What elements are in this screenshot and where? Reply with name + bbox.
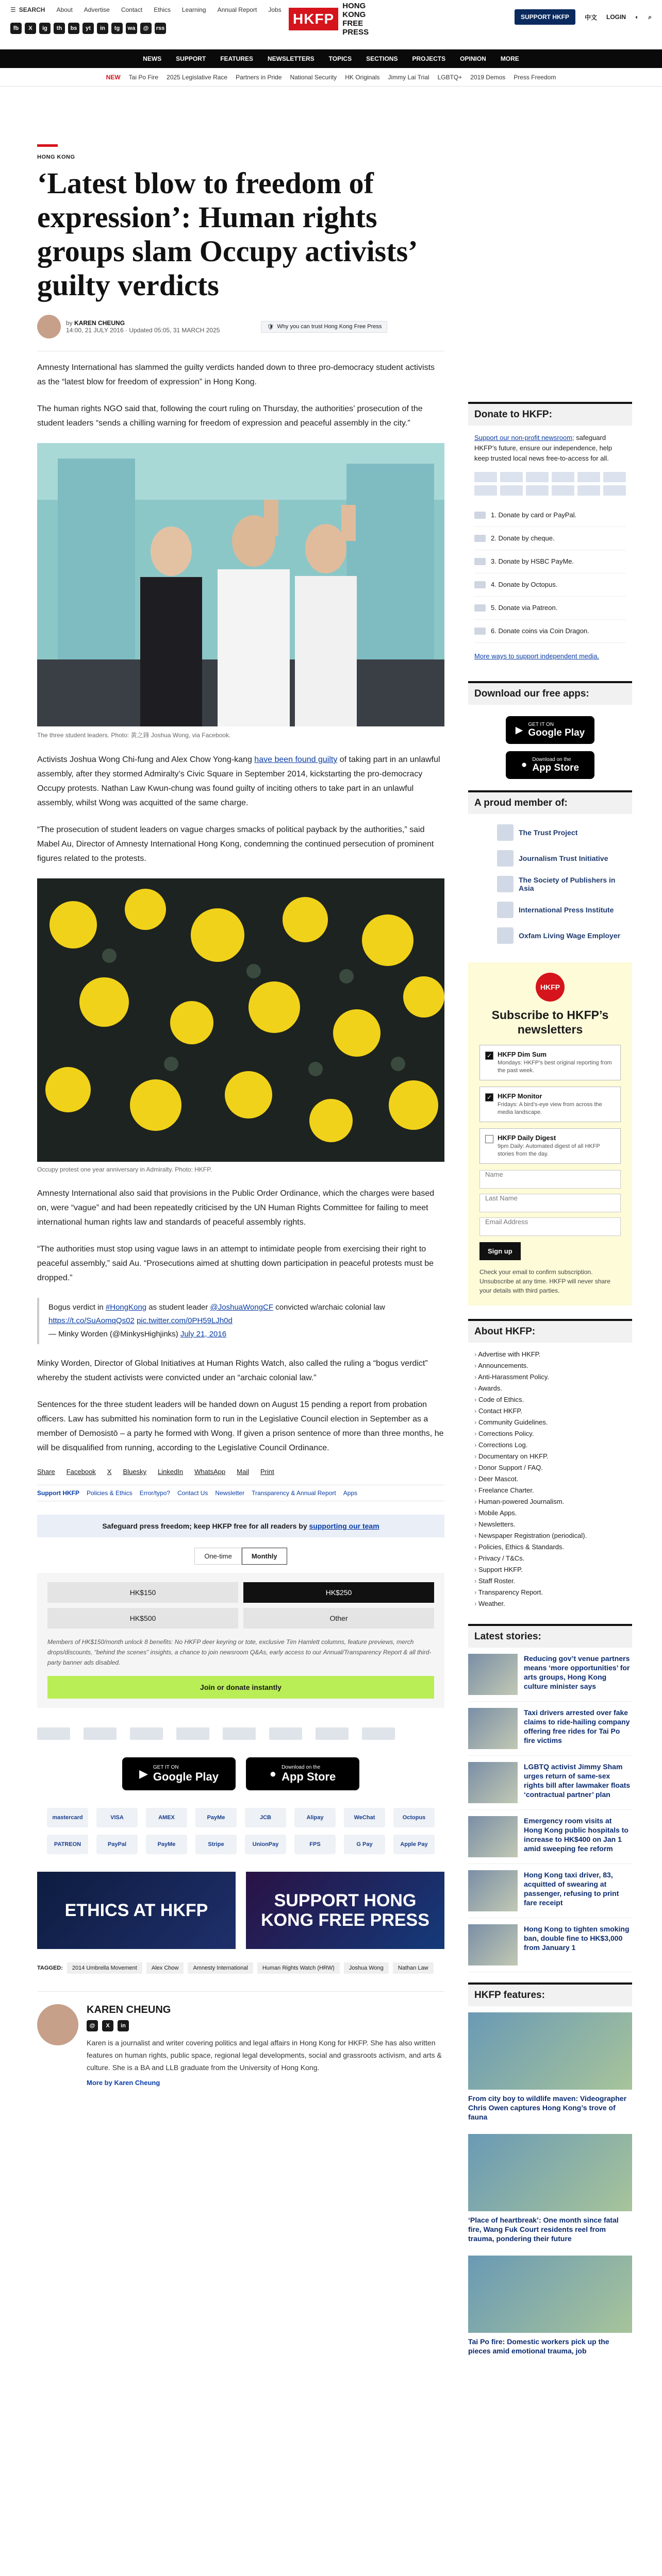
- feature-item[interactable]: ‘Place of heartbreak’: One month since fatal fire, Wang Fuk Court residents reel from trauma, pondering their future: [468, 2128, 632, 2249]
- nav-newsletters[interactable]: NEWSLETTERS: [267, 55, 315, 62]
- amount-option[interactable]: HK$150: [47, 1582, 238, 1603]
- footer-link[interactable]: Contact Us: [177, 1489, 208, 1497]
- card-logo: [577, 485, 600, 496]
- social-icons: [10, 23, 282, 34]
- advertise-link[interactable]: Advertise: [84, 6, 110, 13]
- payment-logo: PATREON: [47, 1835, 88, 1854]
- donate-widget: Support our non-profit newsroom; safeguard HKFP’s future, ensure our independence, help keep trusted local news free-to-access for all. 1. Donate by card or PayPal. 2. Donate by cheque. 3. Donate by HSBC PayMe. 4. Donate by Octopus. 5. Donate via Patreon. 6. Donate coins via Coin Dragon. More ways to support independent media.: [468, 426, 632, 681]
- payment-logo: VISA: [96, 1808, 138, 1827]
- byline: [37, 315, 444, 345]
- logo-box: HKFP: [289, 8, 338, 30]
- more-ways-link[interactable]: More ways to support independent media.: [474, 652, 600, 660]
- freq-one-time[interactable]: One-time: [194, 1548, 241, 1565]
- headline: ‘Latest blow to freedom of expression’: Human rights groups slam Occupy activists’ guilty verdicts: [37, 166, 416, 302]
- footer-link[interactable]: Policies & Ethics: [87, 1489, 133, 1497]
- newsletter-option[interactable]: ✓ HKFP Monitor Fridays: A bird’s-eye view from across the media landscape.: [479, 1087, 621, 1122]
- tag[interactable]: Human Rights Watch (HRW): [257, 1962, 340, 1974]
- story-thumb: [468, 1924, 518, 1965]
- google-play-icon: ▶: [515, 724, 523, 736]
- card-logo: [603, 472, 626, 482]
- trending-item[interactable]: Partners in Pride: [236, 73, 282, 81]
- story-item[interactable]: Reducing gov’t venue partners means ‘more opportunities’ for arts groups, Hong Kong culture minister says: [468, 1648, 632, 1702]
- card-logo: [526, 472, 549, 482]
- trending-bar: [0, 68, 662, 87]
- sopa-logo: [130, 1727, 163, 1740]
- linkedin-icon[interactable]: in: [118, 2020, 129, 2031]
- donate-method[interactable]: 1. Donate by card or PayPal.: [474, 504, 626, 527]
- jobs-link[interactable]: Jobs: [268, 6, 282, 13]
- search-icon[interactable]: ⌕: [648, 13, 652, 21]
- more-by-author-link[interactable]: More by Karen Cheung: [87, 2079, 160, 2087]
- site-header: [0, 0, 662, 49]
- about-heading: About HKFP:: [468, 1319, 632, 1343]
- share-print[interactable]: Print: [260, 1468, 274, 1476]
- trending-label: NEW: [106, 73, 121, 81]
- last-name-input[interactable]: Last Name: [479, 1194, 621, 1212]
- about-link[interactable]: › Documentary on HKFP.: [474, 1451, 626, 1462]
- footer-link[interactable]: Newsletter: [215, 1489, 245, 1497]
- trending-item[interactable]: National Security: [290, 73, 337, 81]
- story-thumb: [468, 1654, 518, 1695]
- payment-logo: Apple Pay: [393, 1835, 435, 1854]
- learning-link[interactable]: Learning: [181, 6, 206, 13]
- author-name[interactable]: KAREN CHEUNG: [87, 2004, 171, 2015]
- footer-link[interactable]: Apps: [343, 1489, 358, 1497]
- about-link[interactable]: › Policies, Ethics & Standards.: [474, 1541, 626, 1553]
- story-item[interactable]: Hong Kong taxi driver, 83, acquitted of swearing at passenger, refusing to print fare receipt: [468, 1864, 632, 1918]
- checkbox[interactable]: [485, 1135, 493, 1143]
- payment-methods: [37, 1808, 444, 1854]
- payment-logo: PayMe: [146, 1835, 187, 1854]
- paragraph: The human rights NGO said that, following the court ruling on Thursday, the authorities’ prosecution of the student leaders “sends a chilling warning for freedom of expression and peaceful assembly in the city.”: [37, 404, 423, 428]
- donate-method[interactable]: 5. Donate via Patreon.: [474, 597, 626, 620]
- nav-topics[interactable]: TOPICS: [328, 55, 352, 62]
- member-logo: [497, 902, 514, 918]
- annual-report-link[interactable]: Annual Report: [217, 6, 257, 13]
- payment-logo: mastercard: [47, 1808, 88, 1827]
- author-bio: Karen is a journalist and writer covering politics and legal affairs in Hong Kong for HKFP. She has also written features on human rights, public space, regional legal developments, social and grassroots activism, and arts & culture. She is a BA and LLB graduate from the University of Hong Kong.: [87, 2039, 442, 2072]
- email-icon[interactable]: @: [140, 23, 152, 34]
- member-logos: [37, 1725, 444, 1742]
- member-item[interactable]: The Society of Publishers in Asia: [497, 876, 632, 892]
- payment-logo: Stripe: [195, 1835, 237, 1854]
- member-item[interactable]: International Press Institute: [497, 902, 632, 918]
- jti-logo: [84, 1727, 117, 1740]
- feature-item[interactable]: From city boy to wildlife maven: Videographer Chris Owen captures Hong Kong’s trove of fauna: [468, 2006, 632, 2128]
- card-logo: [500, 485, 523, 496]
- checkbox-checked[interactable]: ✓: [485, 1052, 493, 1060]
- language-link[interactable]: 中文: [585, 13, 598, 21]
- paragraph: “The authorities must stop using vague laws in an attempt to intimidate people from exercising their right to peaceful assembly,” said Au. “Prosecutions aimed at shutting down participation in peaceful protests must be dropped.”: [37, 1245, 434, 1282]
- latest-stories: [468, 1648, 632, 1972]
- photo-umbrellas-drawing: [37, 878, 444, 1162]
- about-link[interactable]: › Transparency Report.: [474, 1587, 626, 1598]
- about-link[interactable]: › Deer Mascot.: [474, 1473, 626, 1485]
- ipi-logo: [176, 1727, 209, 1740]
- footer-link[interactable]: Transparency & Annual Report: [252, 1489, 336, 1497]
- latest-heading: Latest stories:: [468, 1624, 632, 1648]
- story-item[interactable]: Hong Kong to tighten smoking ban, double fine to HK$3,000 from January 1: [468, 1918, 632, 1972]
- support-banner: Safeguard press freedom; keep HKFP free for all readers by supporting our team: [37, 1515, 444, 1537]
- card-icon: [474, 512, 486, 519]
- newsletter-option[interactable]: HKFP Daily Digest 9pm Daily: Automated digest of all HKFP stories from the day.: [479, 1128, 621, 1164]
- trust-project-logo: [37, 1727, 70, 1740]
- trending-item[interactable]: Jimmy Lai Trial: [388, 73, 429, 81]
- email-icon[interactable]: @: [87, 2020, 98, 2031]
- telegram-icon[interactable]: tg: [111, 23, 123, 34]
- embedded-tweet: Bogus verdict in #HongKong as student leader @JoshuaWongCF convicted w/archaic colonial law https://t.co/SuAomqQs02 pic.twitter.com/0PH59LJh0d — Minky Worden (@MinkysHighjinks) July 21, 2016: [37, 1298, 444, 1344]
- trust-link[interactable]: 🛡 Why you can trust Hong Kong Free Press: [261, 321, 387, 333]
- payment-logo: G Pay: [344, 1835, 385, 1854]
- share-x[interactable]: X: [107, 1468, 112, 1476]
- support-button[interactable]: SUPPORT HKFP: [515, 9, 575, 25]
- trending-item[interactable]: 2025 Legislative Race: [167, 73, 228, 81]
- about-link[interactable]: › Human-powered Journalism.: [474, 1496, 626, 1507]
- signup-button[interactable]: Sign up: [479, 1242, 521, 1260]
- frequency-toggle: [37, 1548, 444, 1565]
- newsletter-logo: HKFP: [536, 973, 565, 1002]
- promo-banners: [37, 1872, 444, 1949]
- share-facebook[interactable]: Facebook: [66, 1468, 96, 1476]
- donate-method[interactable]: 6. Donate coins via Coin Dragon.: [474, 620, 626, 643]
- tweet-date-link[interactable]: July 21, 2016: [180, 1330, 227, 1338]
- about-link[interactable]: › Announcements.: [474, 1360, 626, 1371]
- story-item[interactable]: Emergency room visits at Hong Kong public hospitals to increase to HK$400 on Jan 1 amid sweeping fee reform: [468, 1810, 632, 1864]
- member-logo: [497, 850, 514, 867]
- payment-logo: Alipay: [294, 1808, 336, 1827]
- feature-stories: [468, 2006, 632, 2362]
- share-label: Share: [37, 1468, 55, 1476]
- about-link[interactable]: › Weather.: [474, 1598, 626, 1609]
- amount-option[interactable]: HK$500: [47, 1608, 238, 1629]
- google-play-button[interactable]: ▶ GET IT ON Google Play: [122, 1757, 236, 1790]
- app-store-button[interactable]: ● Download on the App Store: [246, 1757, 359, 1790]
- author-box: [37, 1991, 444, 2087]
- facebook-icon[interactable]: fb: [10, 23, 22, 34]
- member-logo: [497, 927, 514, 944]
- apple-icon: ●: [269, 1767, 277, 1780]
- author-link[interactable]: KAREN CHEUNG: [74, 319, 125, 327]
- about-link[interactable]: › Code of Ethics.: [474, 1394, 626, 1405]
- feature-image: [468, 2012, 632, 2090]
- support-banner-ad[interactable]: SUPPORT HONG KONG FREE PRESS: [246, 1872, 444, 1949]
- cheque-icon: [474, 535, 486, 542]
- story-thumb: [468, 1870, 518, 1911]
- trending-item[interactable]: HK Originals: [345, 73, 380, 81]
- nav-features[interactable]: FEATURES: [220, 55, 253, 62]
- shield-icon: 🛡: [267, 324, 274, 330]
- donate-heading: Donate to HKFP:: [468, 402, 632, 426]
- dark-mode-icon[interactable]: ◐: [635, 13, 639, 21]
- payment-logo: JCB: [245, 1808, 286, 1827]
- login-link[interactable]: LOGIN: [606, 13, 626, 21]
- nav-sections[interactable]: SECTIONS: [366, 55, 398, 62]
- tags-label: TAGGED:: [37, 1965, 63, 1971]
- quick-links: [10, 6, 282, 13]
- logo-text: HONG KONG FREE PRESS: [342, 2, 369, 37]
- trending-item[interactable]: LGBTQ+: [437, 73, 462, 81]
- donate-method[interactable]: 2. Donate by cheque.: [474, 527, 626, 550]
- story-item[interactable]: Taxi drivers arrested over fake claims to ride-hailing company offering free rides for Tai Po fire victims: [468, 1702, 632, 1756]
- feature-image: [468, 2134, 632, 2211]
- menu-icon: ☰: [10, 6, 16, 13]
- byline-meta: by KAREN CHEUNG 14:00, 21 JULY 2016 · Updated 05:05, 31 MARCH 2025: [66, 319, 220, 334]
- paragraph: Minky Worden, Director of Global Initiatives at Human Rights Watch, also called the ruling a “bogus verdict” whereby the student activists were convicted under an “archaic colonial law.”: [37, 1359, 428, 1382]
- share-linkedin[interactable]: LinkedIn: [158, 1468, 184, 1476]
- contact-link[interactable]: Contact: [121, 6, 143, 13]
- payment-logo: WeChat: [344, 1808, 385, 1827]
- about-link[interactable]: › Awards.: [474, 1383, 626, 1394]
- photo-umbrella-anniversary[interactable]: [37, 878, 444, 1162]
- threads-icon[interactable]: th: [54, 23, 65, 34]
- octopus-icon: [474, 581, 486, 588]
- about-link[interactable]: › Staff Roster.: [474, 1575, 626, 1587]
- feature-item[interactable]: Tai Po fire: Domestic workers pick up the pieces amid emotional trauma, job: [468, 2249, 632, 2362]
- checkbox-checked[interactable]: ✓: [485, 1093, 493, 1101]
- donate-method[interactable]: 4. Donate by Octopus.: [474, 573, 626, 597]
- member-item[interactable]: The Trust Project: [497, 824, 632, 841]
- linkedin-icon[interactable]: in: [97, 23, 108, 34]
- card-logo: [603, 485, 626, 496]
- award-logo: [269, 1727, 302, 1740]
- tag[interactable]: Nathan Law: [393, 1962, 434, 1974]
- main-nav: [0, 49, 662, 68]
- category-kicker[interactable]: HONG KONG: [37, 154, 75, 160]
- article: [37, 144, 444, 2087]
- email-input[interactable]: Email Address: [479, 1217, 621, 1236]
- about-link[interactable]: › Privacy / T&Cs.: [474, 1553, 626, 1564]
- tweet-mention[interactable]: @JoshuaWongCF: [210, 1303, 274, 1312]
- about-link[interactable]: › Support HKFP.: [474, 1564, 626, 1575]
- card-logo: [552, 472, 574, 482]
- tag[interactable]: Amnesty International: [188, 1962, 253, 1974]
- nav-projects[interactable]: PROJECTS: [412, 55, 446, 62]
- photo-student-leaders[interactable]: [37, 443, 444, 726]
- card-logos: [474, 472, 626, 496]
- share-mail[interactable]: Mail: [237, 1468, 249, 1476]
- member-logo: [497, 824, 514, 841]
- share-whatsapp[interactable]: WhatsApp: [194, 1468, 226, 1476]
- author-avatar-large[interactable]: [37, 2004, 78, 2045]
- tweet-link[interactable]: https://t.co/SuAomqQs02: [48, 1316, 135, 1325]
- instagram-icon[interactable]: ig: [39, 23, 51, 34]
- trending-item[interactable]: 2019 Demos: [470, 73, 506, 81]
- google-play-icon: ▶: [139, 1767, 148, 1780]
- photo-student-leaders-drawing: [37, 443, 444, 726]
- trending-item[interactable]: Tai Po Fire: [128, 73, 159, 81]
- ethics-banner[interactable]: ETHICS AT HKFP: [37, 1872, 236, 1949]
- donate-method[interactable]: 3. Donate by HSBC PayMe.: [474, 550, 626, 573]
- share-bluesky[interactable]: Bluesky: [123, 1468, 146, 1476]
- rss-icon[interactable]: rss: [155, 23, 166, 34]
- nav-opinion[interactable]: OPINION: [460, 55, 486, 62]
- bluesky-icon[interactable]: bs: [68, 23, 79, 34]
- newsletter-signup: [468, 962, 632, 1306]
- payme-icon: [474, 558, 486, 565]
- story-thumb: [468, 1708, 518, 1749]
- newsletter-option[interactable]: ✓ HKFP Dim Sum Mondays: HKFP’s best original reporting from the past week.: [479, 1045, 621, 1080]
- paragraph: Activists Joshua Wong Chi-fung and Alex Chow Yong-kang have been found guilty of taking part in an unlawful assembly, after they stormed Admiralty’s Civic Square in September 2014, kickstarting the pro-democracy Occupy protests. Nathan Law Kwun-chung was found guilty of inciting others to take part in an unlawful assembly, whilst Wong was acquitted of the same charge.: [37, 755, 440, 807]
- about-link[interactable]: › Mobile Apps.: [474, 1507, 626, 1519]
- living-wage-logo: [223, 1727, 256, 1740]
- about-link[interactable]: › Anti-Harassment Policy.: [474, 1371, 626, 1383]
- member-item[interactable]: Journalism Trust Initiative: [497, 850, 632, 867]
- footer-link[interactable]: Support HKFP: [37, 1489, 79, 1497]
- app-store-button[interactable]: ● Download on the App Store: [506, 751, 594, 779]
- card-logo: [474, 472, 497, 482]
- story-thumb: [468, 1816, 518, 1857]
- tag[interactable]: 2014 Umbrella Movement: [67, 1962, 142, 1974]
- about-link[interactable]: › Corrections Policy.: [474, 1428, 626, 1439]
- payment-logo: FPS: [294, 1835, 336, 1854]
- author-avatar[interactable]: [37, 315, 61, 338]
- member-list: [468, 814, 632, 949]
- share-row: [37, 1468, 444, 1476]
- about-link[interactable]: › Contact HKFP.: [474, 1405, 626, 1417]
- nav-news[interactable]: NEWS: [143, 55, 162, 62]
- payment-logo: UnionPay: [245, 1835, 286, 1854]
- about-link[interactable]: › Advertise with HKFP.: [474, 1349, 626, 1360]
- sidebar: [468, 402, 632, 2362]
- apple-icon: ●: [521, 759, 527, 770]
- paragraph: Amnesty International has slammed the guilty verdicts handed down to three pro-democracy student activists as the “latest blow for freedom of expression” in Hong Kong.: [37, 363, 435, 386]
- nav-support[interactable]: SUPPORT: [176, 55, 206, 62]
- apps-heading: Download our free apps:: [468, 681, 632, 705]
- app-store-buttons: [37, 1757, 444, 1790]
- newsletter-title: Subscribe to HKFP’s newsletters: [491, 1008, 609, 1036]
- nav-more[interactable]: MORE: [500, 55, 519, 62]
- card-logo: [474, 485, 497, 496]
- updated-date: Updated 05:05, 31 MARCH 2025: [129, 327, 220, 334]
- member-logo: [497, 876, 514, 892]
- photo-caption: The three student leaders. Photo: 黃之鋒 Joshua Wong, via Facebook.: [37, 732, 231, 739]
- membership-benefits: Members of HK$150/month unlock 8 benefits: No HKFP deer keyring or tote, exclusive Tim Hamlett columns, feature previews, merch drops/discounts, “behind the scenes” insights, a chance to join newsroom Q&As, early access to our Annual/Transparency Report & all third-party banner ads disabled.: [47, 1638, 432, 1666]
- paragraph: Sentences for the three student leaders will be handed down on August 15 pending a report from probation officers. Law has submitted his nomination form to run in the Legislative Council election in September as a member of Demosistō – a party he formed with Wong. If given a prison sentence of more than three months, he will be disqualified from running, according to the Legislative Council Ordinance.: [37, 1400, 444, 1452]
- google-play-button[interactable]: ▶ GET IT ON Google Play: [506, 716, 594, 744]
- tag[interactable]: Joshua Wong: [344, 1962, 389, 1974]
- about-link[interactable]: › Newspaper Registration (periodical).: [474, 1530, 626, 1541]
- amount-option[interactable]: HK$250: [243, 1582, 434, 1603]
- tweet-hashtag[interactable]: #HongKong: [105, 1303, 147, 1312]
- youtube-icon[interactable]: yt: [82, 23, 94, 34]
- member-heading: A proud member of:: [468, 790, 632, 814]
- about-link[interactable]: › Community Guidelines.: [474, 1417, 626, 1428]
- paragraph: “The prosecution of student leaders on vague charges smacks of political payback by the authorities,” said Mabel Au, Director of Amnesty International Hong Kong, condemning the continued persecution of prominent figures related to the protests.: [37, 825, 434, 863]
- kicker-bar: [37, 144, 58, 147]
- patreon-icon: [474, 604, 486, 612]
- tweet-pic-link[interactable]: pic.twitter.com/0PH59LJh0d: [136, 1316, 233, 1325]
- about-link[interactable]: › Freelance Charter.: [474, 1485, 626, 1496]
- about-list: [468, 1343, 632, 1616]
- freq-monthly[interactable]: Monthly: [242, 1548, 287, 1565]
- about-link[interactable]: About: [56, 6, 73, 13]
- footer-link[interactable]: Error/typo?: [139, 1489, 171, 1497]
- payment-logo: PayPal: [96, 1835, 138, 1854]
- tag[interactable]: Alex Chow: [146, 1962, 184, 1974]
- payment-logo: AMEX: [146, 1808, 187, 1827]
- card-logo: [577, 472, 600, 482]
- award-logo: [362, 1727, 395, 1740]
- coin-icon: [474, 628, 486, 635]
- newsletter-note: Check your email to confirm subscription. Unsubscribe at any time. HKFP will never share your details with third parties.: [479, 1268, 610, 1294]
- search-button[interactable]: ☰ SEARCH: [10, 6, 45, 13]
- support-newsroom-link[interactable]: Support our non-profit newsroom;: [474, 434, 574, 442]
- card-logo: [500, 472, 523, 482]
- card-logo: [526, 485, 549, 496]
- article-footer-links: [37, 1485, 444, 1501]
- donation-form: [37, 1573, 444, 1708]
- site-logo[interactable]: [289, 2, 380, 37]
- member-item[interactable]: Oxfam Living Wage Employer: [497, 927, 632, 944]
- whatsapp-icon[interactable]: wa: [126, 23, 137, 34]
- ethics-link[interactable]: Ethics: [154, 6, 171, 13]
- award-logo: [316, 1727, 349, 1740]
- payment-logo: PayMe: [195, 1808, 237, 1827]
- inline-link[interactable]: have been found guilty: [254, 755, 338, 764]
- name-input[interactable]: Name: [479, 1170, 621, 1189]
- x-icon[interactable]: X: [102, 2020, 113, 2031]
- payment-logo: Octopus: [393, 1808, 435, 1827]
- publish-date: 14:00, 21 JULY 2016: [66, 327, 124, 334]
- paragraph: Amnesty International also said that provisions in the Public Order Ordinance, which the charges were based on, were “vague” and had been repeatedly criticised by the UN Human Rights Committee for failing to meet international human rights law and standards of peaceful assembly rights.: [37, 1189, 435, 1227]
- amount-other[interactable]: Other: [243, 1608, 434, 1629]
- about-link[interactable]: › Donor Support / FAQ.: [474, 1462, 626, 1473]
- trending-item[interactable]: Press Freedom: [514, 73, 556, 81]
- x-icon[interactable]: X: [25, 23, 36, 34]
- card-logo: [552, 485, 574, 496]
- about-link[interactable]: › Corrections Log.: [474, 1439, 626, 1451]
- photo-caption: Occupy protest one year anniversary in Admiralty. Photo: HKFP.: [37, 1166, 212, 1173]
- article-tags: [37, 1962, 444, 1974]
- join-donate-button[interactable]: Join or donate instantly: [47, 1676, 434, 1699]
- story-thumb: [468, 1762, 518, 1803]
- support-team-link[interactable]: supporting our team: [309, 1522, 379, 1530]
- features-heading: HKFP features:: [468, 1982, 632, 2006]
- feature-image: [468, 2256, 632, 2333]
- sidebar-apps: [468, 705, 632, 790]
- story-item[interactable]: LGBTQ activist Jimmy Sham urges return of same-sex rights bill after lawmaker floats ‘contractual partner’ plan: [468, 1756, 632, 1810]
- about-link[interactable]: › Newsletters.: [474, 1519, 626, 1530]
